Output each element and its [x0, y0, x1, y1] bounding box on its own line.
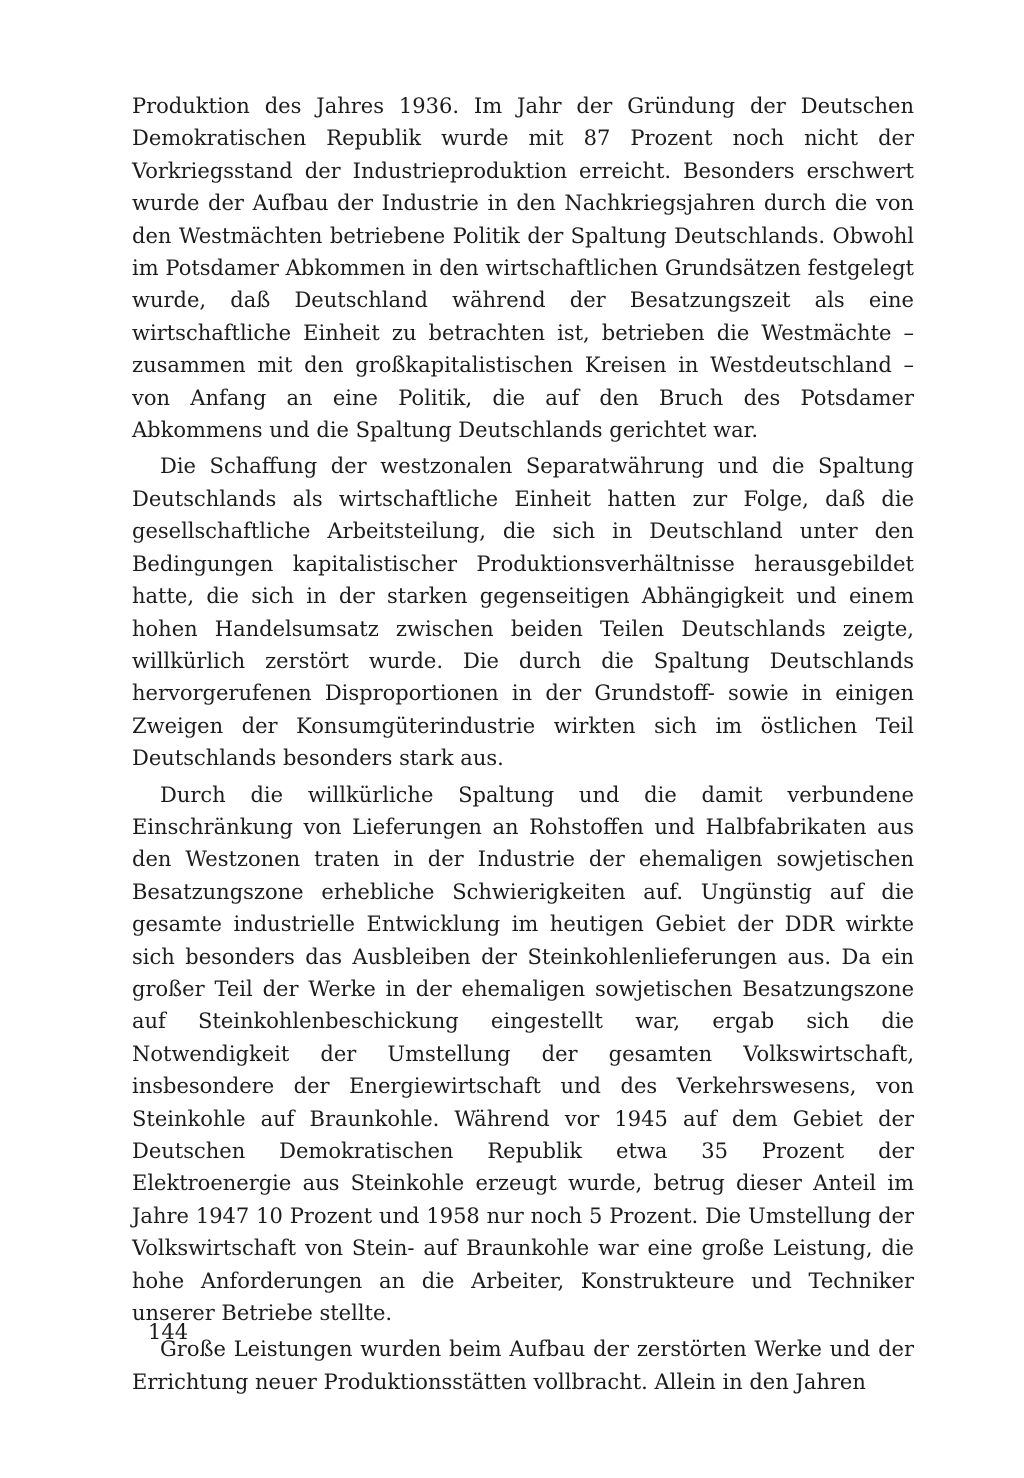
body-text — [132, 90, 914, 1402]
paragraph-2: Die Schaffung der westzonalen Separatwährung und die Spaltung Deutschlands als wirtschaftliche Einheit hatten zur Folge, daß die gesellschaftliche Arbeitsteilung, die sich in Deutschland unter den Bedingungen kapitalistischer Produktionsverhältnisse herausgebildet hatte, die sich in der starken gegenseitigen Abhängigkeit und einem hohen Handelsumsatz zwischen beiden Teilen Deutschlands zeigte, willkürlich zerstört wurde. Die durch die Spaltung Deutschlands hervorgerufenen Disproportionen in der Grundstoff- sowie in einigen Zweigen der Konsumgüterindustrie wirkten sich im östlichen Teil Deutschlands besonders stark aus. — [132, 454, 914, 771]
page-number: 144 — [148, 1320, 189, 1344]
paragraph-3: Durch die willkürliche Spaltung und die damit verbundene Einschränkung von Lieferungen an Rohstoffen und Halbfabrikaten aus den Westzonen traten in der Industrie der ehemaligen sowjetischen Besatzungszone erhebliche Schwierigkeiten auf. Ungünstig auf die gesamte industrielle Entwicklung im heutigen Gebiet der DDR wirkte sich besonders das Ausbleiben der Steinkohlenlieferungen aus. Da ein großer Teil der Werke in der ehemaligen sowjetischen Besatzungszone auf Steinkohlenbeschickung eingestellt war, ergab sich die Notwendigkeit der Umstellung der gesamten Volkswirtschaft, insbesondere der Energiewirtschaft und des Verkehrswesens, von Steinkohle auf Braunkohle. Während vor 1945 auf dem Gebiet der Deutschen Demokratischen Republik etwa 35 Prozent der Elektroenergie aus Steinkohle erzeugt wurde, betrug dieser Anteil im Jahre 1947 10 Prozent und 1958 nur noch 5 Prozent. Die Umstellung der Volkswirtschaft von Stein- auf Braunkohle war eine große Leistung, die hohe Anforderungen an die Arbeiter, Konstrukteure und Techniker unserer Betriebe stellte. — [132, 782, 914, 1326]
paragraph-1: Produktion des Jahres 1936. Im Jahr der Gründung der Deutschen Demokratischen Republik wurde mit 87 Prozent noch nicht der Vorkriegsstand der Industrieproduktion erreicht. Besonders erschwert wurde der Aufbau der Industrie in den Nachkriegsjahren durch die von den Westmächten betriebene Politik der Spaltung Deutschlands. Obwohl im Potsdamer Abkommen in den wirtschaftlichen Grundsätzen festgelegt wurde, daß Deutschland während der Besatzungszeit als eine wirtschaftliche Einheit zu betrachten ist, betrieben die Westmächte – zusammen mit den großkapitalistischen Kreisen in Westdeutschland – von Anfang an eine Politik, die auf den Bruch des Potsdamer Abkommens und die Spaltung Deutschlands gerichtet war. — [132, 94, 914, 443]
paragraph-4: Große Leistungen wurden beim Aufbau der zerstörten Werke und der Errichtung neuer Produktionsstätten vollbracht. Allein in den Jahren — [132, 1337, 914, 1394]
